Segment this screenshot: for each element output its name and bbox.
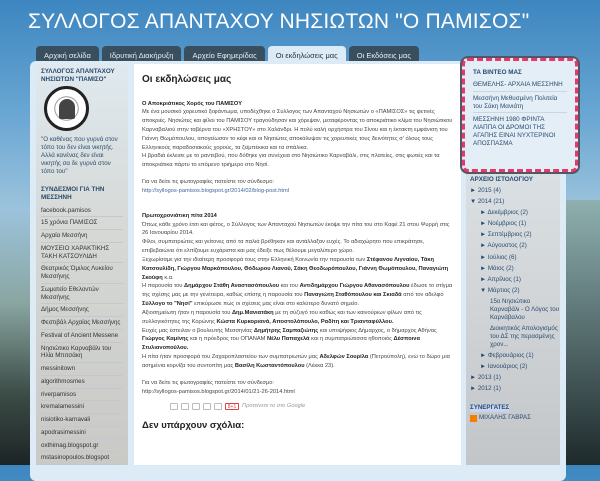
left-sidebar (36, 64, 128, 465)
sidebar-link[interactable]: ΜΟΥΣΕΙΟ ΧΑΡΑΚΤΙΚΗΣ ΤΑΚΗ ΚΑΤΣΟΥΛΙΔΗ (41, 243, 123, 264)
archive-post[interactable]: 15ο Νησιώτικο Καρναβάλι - Ο Λόγος του Καρνάβαλου (490, 297, 560, 321)
archive-title: ΑΡΧΕΙΟ ΙΣΤΟΛΟΓΙΟΥ (470, 176, 533, 183)
photos-link[interactable]: http://syllogos-pamisos.blogspot.gr/2014/02/blog-post.html (142, 187, 290, 194)
paragraph: Αξιοσημείωτη ήταν η παρουσία του Δημ.Μανιατάκη με τη σύζυγό του καθώς και των καινούριων φίλων από τις συλλογικότητες της Κορώνης Κώστα Κυρκοριανά, Αποστολόπουλο, Ραδίτη και Τριανταφύλλου. (142, 309, 422, 325)
site-title[interactable]: ΣΥΛΛΟΓΟΣ ΑΠΑΝΤΑΧΟΥ ΝΗΣΙΩΤΩΝ "Ο ΠΑΜΙΣΟΣ" (28, 10, 530, 33)
links-list (41, 205, 123, 466)
post-content (134, 64, 461, 465)
gplus-button[interactable]: 8+1 (225, 403, 239, 410)
archive-month[interactable]: ► Αύγουστος (2) (480, 242, 527, 250)
archive-month[interactable]: ► Μάιος (2) (480, 264, 514, 272)
association-logo (44, 86, 89, 131)
archive-month[interactable]: ► Ιούλιος (6) (480, 253, 517, 261)
archive-month[interactable]: ► Νοέμβριος (1) (480, 220, 527, 228)
archive-month[interactable]: ► Σεπτέμβριος (2) (480, 231, 532, 239)
paragraph: Φίλοι, συμπατριώτες και γείτονες από τα παλιά βρέθηκαν και αντάλλαξαν ευχές. Το αδιαχώρητο που επικράτησε, επιβεβαιώνει ότι ελπίζουμε ευχάριστα και μας έδειξε πως θέλουμε μεγαλύτερο χώρο. (142, 239, 425, 255)
archive-month[interactable]: ► Απρίλιος (1) (480, 275, 521, 283)
photos-text: Για να δείτε τις φωτογραφίες πατείστε τον σύνδεσμο: (142, 179, 274, 186)
videos-widget (462, 58, 578, 172)
partners-title: ΣΥΝΕΡΓΑΤΕΣ (470, 404, 510, 412)
archive-month[interactable]: ► Δεκέμβριος (2) (480, 209, 528, 217)
tab-declaration[interactable]: Ιδρυτική Διακήρυξη (102, 46, 182, 62)
sidebar-title: ΣΥΛΛΟΓΟΣ ΑΠΑΝΤΑΧΟΥ ΝΗΣΙΩΤΩΝ "ΠΑΜΙΣΟ" (41, 68, 115, 83)
twitter-share-icon[interactable] (192, 403, 200, 410)
videos-title: ΤΑ ΒΙΝΤΕΟ ΜΑΣ (473, 69, 522, 76)
archive-year-2012[interactable]: ► 2012 (1) (470, 385, 501, 393)
sidebar-link[interactable]: mstasinopoulos.blogspot (41, 452, 123, 465)
archive-month[interactable]: ► Φεβρουάριος (1) (480, 352, 534, 360)
sidebar-link[interactable]: apodrasimessini (41, 427, 123, 440)
paragraph: Η βραδιά έκλεισε με το ραντεβού, που δόθηκε για συνέχεια στο Νησιώτικο Καρναβάλι, στις πλατείες, στις φωτιές και τα αποκριάτικα πάρτυ το επόμενο τριήμερο στο Νησί. (142, 153, 440, 169)
archive-year-2014[interactable]: ▼ 2014 (21) (470, 198, 505, 206)
facebook-share-icon[interactable] (203, 403, 211, 410)
sidebar-link[interactable]: 15 χρόνια ΠΑΜΙΣΟΣ (41, 217, 123, 230)
sidebar-link[interactable]: Αρχαία Μεσσήνη (41, 230, 123, 243)
paragraph: Η πίτα ήταν προσφορά του Ζαχαροπλαστείου των συμπατριωτών μας Αδελφών Σουρίλα (Πετρούπολη), ενώ το δώρο μια ασημένια κορνίζα του συντοπίτη μας Βασίλη Κωσταντόπουλου (Λέκκα 23). (142, 354, 450, 369)
comments-heading: Δεν υπάρχουν σχόλια: (142, 420, 245, 432)
recommend-text: Προτείνετε το στο Google (242, 403, 306, 410)
archive-post[interactable]: Διοικητικός Απολογισμός του ΔΣ της περασμένης χρον... (490, 324, 558, 349)
section-title: Πρωτοχρονιάτικη πίτα 2014 (142, 212, 217, 219)
archive-month[interactable]: ▼ Μάρτιος (2) (480, 286, 520, 294)
paragraph: Η παρουσία του Δημάρχου Στάθη Αναστασόπουλου και του Αντιδημάρχου Γιώργου Αθανασόπουλου έδωσε το στίγμα της σχέσης μας με την γενέτειρα, καθώς επίσης η παρουσία του Παναγιώτη Σταθόπουλου και Σκιαδά από τον αδελφό Σύλλογο το "Νησί" επικύρωσε πως οι σχέσεις μας είναι στο καλύτερο δυνατό σημείο. (142, 283, 453, 308)
paragraph: Όπως κάθε χρόνο έτσι και φέτος, ο Σύλλογος των Απανταχού Νησιωτών έκοψε την πίτα του στο Καφέ 21 στου Ψυρρή στις 26 Ιανουαρίου 2014. (142, 221, 450, 237)
sidebar-link[interactable]: nisiotiko-karnavali (41, 414, 123, 427)
page-title: Οι εκδηλώσεις μας (142, 74, 232, 85)
sidebar-link[interactable]: kremalamessini (41, 401, 123, 414)
partner-link[interactable]: ΜΙΧΑΛΗΣ ΓΑΒΡΑΣ (470, 414, 560, 422)
paragraph: Ξεχωρίσαμε για την ιδιαίτερη προσφορά τους στην Ελληνική Κοινωνία την παρουσία των Στέφανου Λιγναίου, Τάκη Κατσουλίδη, Γιώργου Μαρκόπουλου, Θόδωρου Λιανού, Σάκη Θεοδωρόπουλου, Γιάννη Θωμόπουλου, Παναγιώτη Σκούφη κ.α. (142, 256, 449, 281)
section-title: Ο Αποκριάτικος Χορός του ΠΑΜΙΣΟΥ (142, 100, 242, 107)
share-bar (170, 402, 453, 411)
sidebar-link[interactable]: algorithmosmes (41, 376, 123, 389)
blog-archive (470, 176, 560, 423)
sidebar-link[interactable]: oxthimag.blogspot.gr (41, 440, 123, 453)
blog-share-icon[interactable] (181, 403, 189, 410)
email-share-icon[interactable] (170, 403, 178, 410)
photos-link[interactable]: http://syllogos-pamisos.blogspot.gr/2014/01/21-26-2014.html (142, 388, 295, 395)
links-title: ΣΥΝΔΕΣΜΟΙ ΓΙΑ ΤΗΝ ΜΕΣΣΗΝΗ (41, 186, 105, 201)
video-link[interactable]: ΘΕΜΕΛΗΣ- ΑΡΧΑΙΑ ΜΕΣΣΗΝΗ (473, 81, 567, 92)
tab-events[interactable]: Οι εκδηλώσεις μας (268, 46, 346, 62)
photos-text: Για να δείτε τις φωτογραφίες πατείστε τον σύνδεσμο: (142, 379, 274, 386)
quote: "Ο καθένας που γυρνά στον τόπο του δεν είναι νικητής. Αλλά κανένας δεν είναι νικητής σα δε γυρνά στον τόπο του" (41, 136, 118, 176)
archive-year-2015[interactable]: ► 2015 (4) (470, 187, 501, 195)
background (560, 200, 600, 465)
archive-month[interactable]: ► Ιανουάριος (2) (480, 363, 528, 371)
sidebar-link[interactable]: Σωματείο Εθελοντών Μεσσήνης (41, 284, 123, 305)
sidebar-link[interactable]: Δήμος Μεσσήνης (41, 304, 123, 317)
sidebar-link[interactable]: messinitown (41, 363, 123, 376)
sidebar-link[interactable]: Φεστιβάλ Αρχαίας Μεσσήνης (41, 317, 123, 330)
sidebar-link[interactable]: Festival of Ancient Messene (41, 330, 123, 343)
paragraph: Ευχές μας έστειλαν ο βουλευτής Μεσσηνίας Δημήτρης Σαμπαζιώτης και υποψήφιος Δήμαρχος, ο δήμαρχος Αθήνας Γιώργος Καμίνης και η πρόεδρος του ΟΠΑΝΑΜ Νέλυ Παπαχελά και η συμπατριώτισσα ηθοποιός Δέσποινα Στυλιανοπούλου. (142, 327, 437, 352)
sidebar-link[interactable]: riverpamisos (41, 389, 123, 402)
paragraph: Με ένα μουσικό χορευτικό ξεφάντωμα, υποδέχθηκε ο Σύλλογος των Απανταχού Νησιωτών ο «ΠΑΜΙΣΟΣ» τις φετινές αποκριές. Νησιώτες και φίλοι του ΠΑΜΙΣΟΥ τραγούδησαν και χόρεψαν, μεταφέροντας το αποκριάτικο κλίμα του Νησιώτικου Καρναβαλιού στην ταβέρνα του «ΧΡΗΣΤΟΥ» στο Χαλάνδρι. Η πολύ καλή ορχήστρα του Σίνου και η έκτακτη εμφάνιση του Γιάννη Θωμόπουλου, απογείωσαν το κέφι και οι Νησιώτες αποκάλυψαν τις χορευτικές τους δεινότητες σ' όλους τους Ελληνικούς παραδοσιακούς χορούς, τα ζεϊμπέκικα και τα σπάλικα. (142, 109, 453, 151)
sidebar-link[interactable]: Θεατρικός Όμιλος Λυκείου Μεσσήνης (41, 263, 123, 284)
sidebar-link[interactable]: Νησιώτικο Καρναβάλι του Ηλία Μπιτσάκη (41, 343, 123, 364)
nav-tabs (36, 46, 419, 62)
video-link[interactable]: ΜΕΣΣΗΝΗ 1980 ΦΡΙΝΤΑ ΛΙΑΠΠΑ ΟΙ ΔΡΟΜΟΙ ΤΗΣ ΑΓΑΠΗΣ ΕΙΝΑΙ ΝΥΧΤΕΡΙΝΟΙ ΑΠΟΣΠΑΣΜΑ (473, 116, 556, 148)
video-link[interactable]: Μεσσήνη Μεθυσμένη Πολιτεία του Σάκη Μανιάτη (473, 95, 567, 114)
tab-newspaper[interactable]: Αρχείο Εφημερίδας (184, 46, 264, 62)
blogger-icon (470, 415, 477, 422)
pinterest-share-icon[interactable] (214, 403, 222, 410)
archive-year-2013[interactable]: ► 2013 (1) (470, 374, 501, 382)
tab-home[interactable]: Αρχική σελίδα (36, 46, 99, 62)
tab-publications[interactable]: Οι Εκδόσεις μας (349, 46, 419, 62)
sidebar-link[interactable]: facebook.pamisos (41, 205, 123, 218)
